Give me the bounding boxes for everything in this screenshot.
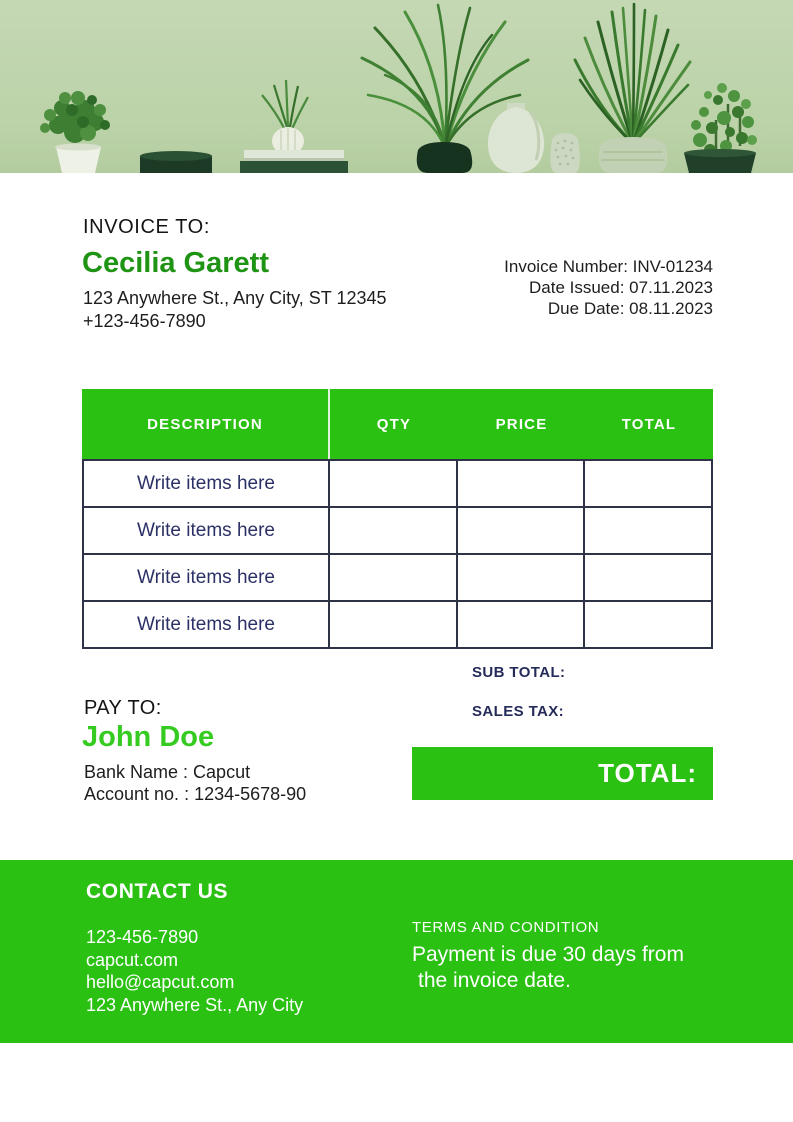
terms-line-1: Payment is due 30 days from (412, 943, 684, 966)
contact-website: capcut.com (86, 949, 179, 970)
item-price-cell (458, 602, 585, 649)
client-name: Cecilia Garett (82, 247, 269, 279)
pay-to-label: PAY TO: (84, 697, 162, 719)
table-row (84, 508, 713, 555)
column-header-total: TOTAL (621, 415, 677, 433)
table-row (84, 555, 713, 602)
invoice-meta (504, 256, 713, 319)
contact-email: hello@capcut.com (86, 972, 235, 992)
item-description-cell: Write items here (84, 461, 330, 508)
table-body (82, 459, 713, 649)
items-table (82, 389, 713, 649)
due-date: Due Date: 08.11.2023 (547, 299, 713, 318)
item-total-cell (585, 555, 713, 602)
item-qty-cell (330, 555, 458, 602)
date-issued: Date Issued: 07.11.2023 (529, 278, 713, 297)
client-address: 123 Anywhere St., Any City, ST 12345 (83, 288, 387, 308)
item-price-cell (458, 461, 585, 508)
contact-address: 123 Anywhere St., Any City (86, 994, 304, 1015)
item-price-cell (458, 555, 585, 602)
hero-photo (0, 0, 793, 173)
contact-us-title: CONTACT US (86, 880, 229, 903)
item-description-cell: Write items here (84, 508, 330, 555)
total-bar (412, 747, 713, 800)
column-header-qty: QTY (376, 415, 412, 433)
column-header-description: DESCRIPTION (82, 389, 330, 459)
table-header-row (82, 389, 713, 459)
terms-title: TERMS AND CONDITION (412, 919, 600, 936)
total-label: TOTAL: (598, 758, 697, 788)
invoice-to-label: INVOICE TO: (83, 216, 211, 238)
item-description-cell: Write items here (84, 555, 330, 602)
item-price-cell (458, 508, 585, 555)
footer (0, 860, 793, 1043)
small-textured-vase (550, 133, 579, 173)
item-total-cell (585, 461, 713, 508)
terms-line-2: the invoice date. (418, 969, 571, 992)
terms-text (412, 942, 684, 994)
contact-phone: 123-456-7890 (86, 927, 199, 947)
item-total-cell (585, 508, 713, 555)
dark-pot (140, 151, 212, 173)
payee-account: Account no. : 1234-5678-90 (84, 784, 307, 804)
contact-lines (86, 926, 303, 1016)
item-qty-cell (330, 602, 458, 649)
column-header-price: PRICE (495, 415, 548, 433)
client-phone: +123-456-7890 (83, 311, 206, 331)
item-qty-cell (330, 508, 458, 555)
payee-bank: Bank Name : Capcut (84, 762, 251, 782)
table-row (84, 461, 713, 508)
sales-tax-label: SALES TAX: (472, 703, 565, 720)
invoice-number: Invoice Number: INV-01234 (504, 257, 713, 276)
sub-total-label: SUB TOTAL: (472, 664, 566, 681)
item-qty-cell (330, 461, 458, 508)
item-description-cell: Write items here (84, 602, 330, 649)
table-row (84, 602, 713, 649)
item-total-cell (585, 602, 713, 649)
payee-name: John Doe (82, 721, 215, 753)
